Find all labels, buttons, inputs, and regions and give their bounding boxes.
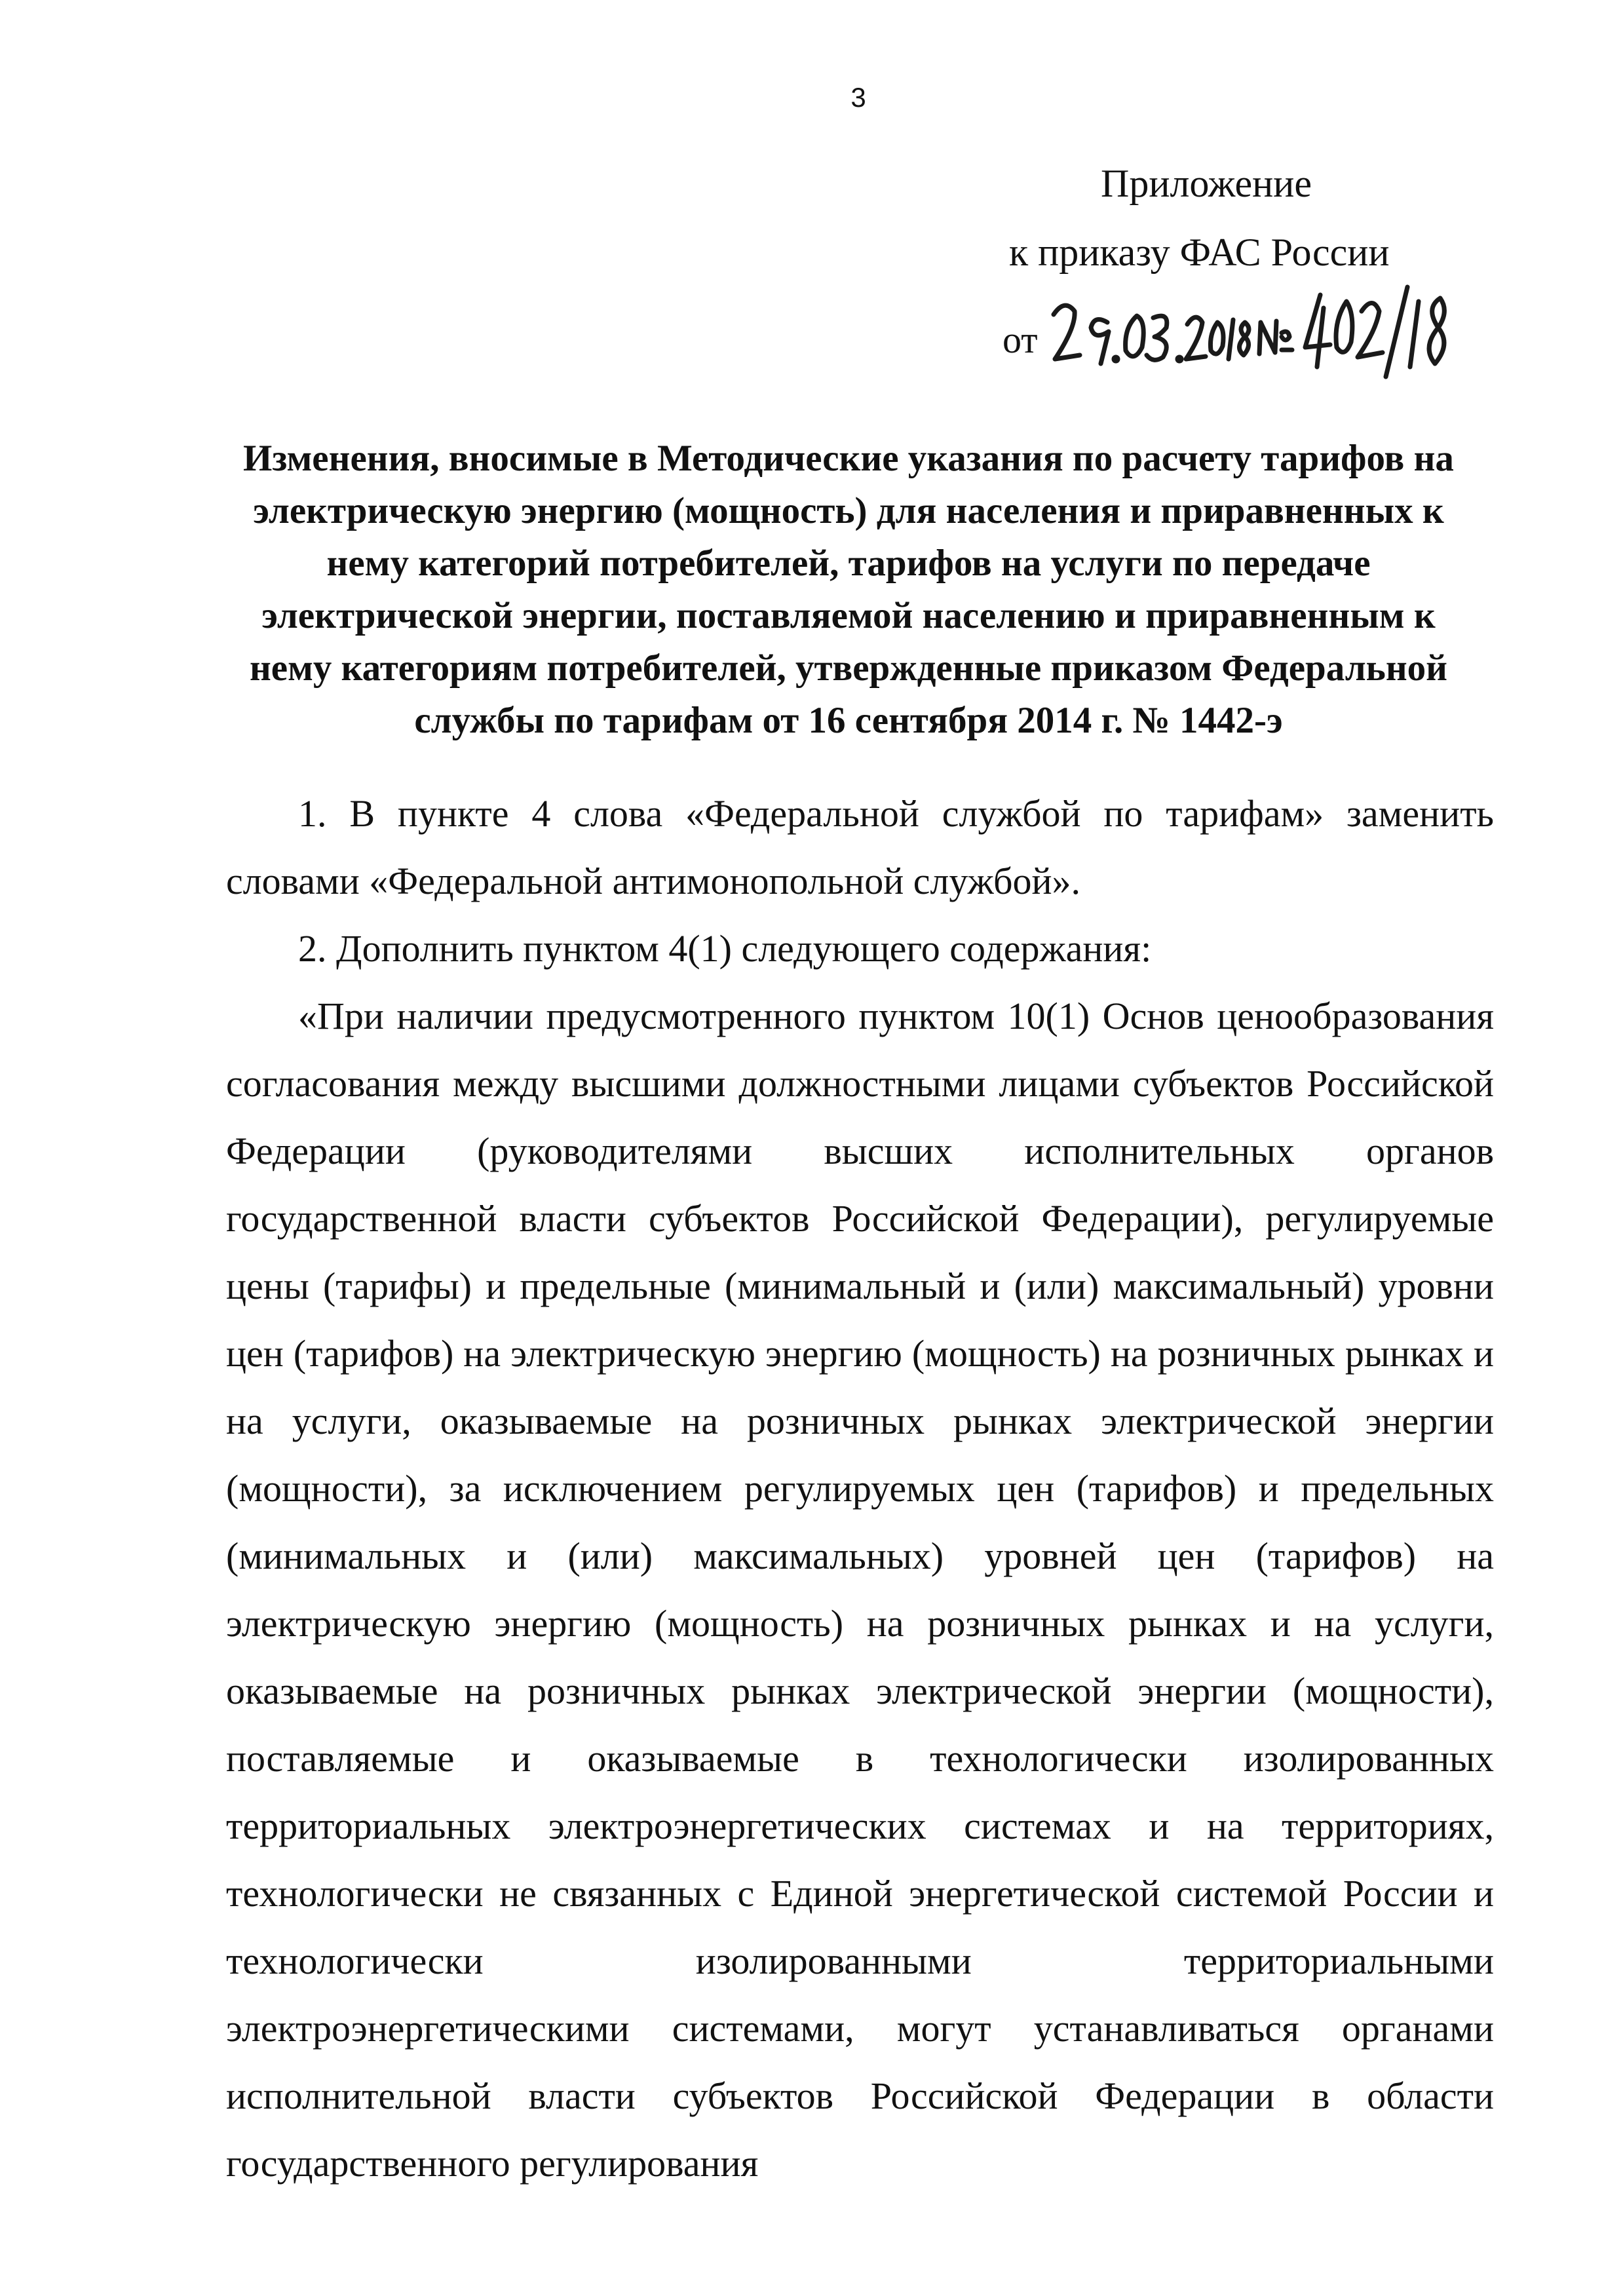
handwritten-digit — [1429, 298, 1444, 364]
handwritten-digit — [1358, 303, 1383, 358]
handwritten-digit — [1210, 322, 1223, 354]
handwritten-digit — [1336, 301, 1352, 352]
handwritten-digit — [1229, 320, 1233, 359]
handwritten-digit — [1054, 305, 1080, 359]
paragraph-item-2: 2. Дополнить пунктом 4(1) следующего содержания: — [298, 927, 1152, 970]
page-number: 3 — [850, 82, 866, 113]
document-body — [226, 780, 1494, 2197]
handwritten-digit — [1147, 316, 1167, 360]
handwritten-digit — [1410, 301, 1419, 367]
paragraph-quoted-text: «При наличии предусмотренного пунктом 10(1) Основ ценообразования согласования между высшими должностными лицами субъектов Российской Федерации (руководителями высших исполнительных органов государственной власти субъектов Российской Федерации), регулируемые цены (тарифы) и предельные (минимальный и (или) максимальный) уровни цен (тарифов) на электрическую энергию (мощность) на розничных рынках и на услуги, оказываемые на розничных рынках электрической энергии (мощности), за исключением регулируемых цен (тарифов) и предельных (минимальных и (или) максимальных) уровней цен (тарифов) на электрическую энергию (мощность) на розничных рынках и на услуги, оказываемые на розничных рынках электрической энергии (мощности), поставляемые и оказываемые в технологически изолированных территориальных электроэнергетических системах и на территориях, технологически не связанных с Единой энергетической системой России и технологически изолированными территориальными электроэнергетическими системами, могут устанавливаться органами исполнительной власти субъектов Российской Федерации в области государственного регулирования — [226, 995, 1494, 2185]
handwritten-digit — [1305, 295, 1330, 367]
handwritten-digit — [1091, 320, 1109, 364]
handwritten-number-sign — [1259, 321, 1292, 354]
handwritten-date-and-number — [1048, 282, 1455, 380]
handwritten-digit — [1239, 322, 1249, 355]
appendix-order-reference: к приказу ФАС России — [1009, 231, 1390, 274]
handwritten-digit — [1126, 316, 1144, 356]
handwritten-digit — [1186, 317, 1206, 359]
date-prefix: от — [1002, 318, 1038, 361]
order-date-number-line — [1002, 282, 1461, 380]
appendix-title: Приложение — [1101, 162, 1312, 205]
paragraph-item-1: 1. В пункте 4 слова «Федеральной службой по тарифам» заменить словами «Федеральной антимонопольной службой». — [226, 792, 1494, 902]
document-heading: Изменения, вносимые в Методические указания по расчету тарифов на электрическую энергию (мощность) для населения и приравненных к нему категорий потребителей, тарифов на услуги по передаче электрической энергии, поставляемой населению и приравненным к нему категориям потребителей, утвержденные приказом Федеральной службы по тарифам от 16 сентября 2014 г. № 1442-э — [243, 438, 1454, 741]
handwritten-slash — [1386, 287, 1407, 377]
